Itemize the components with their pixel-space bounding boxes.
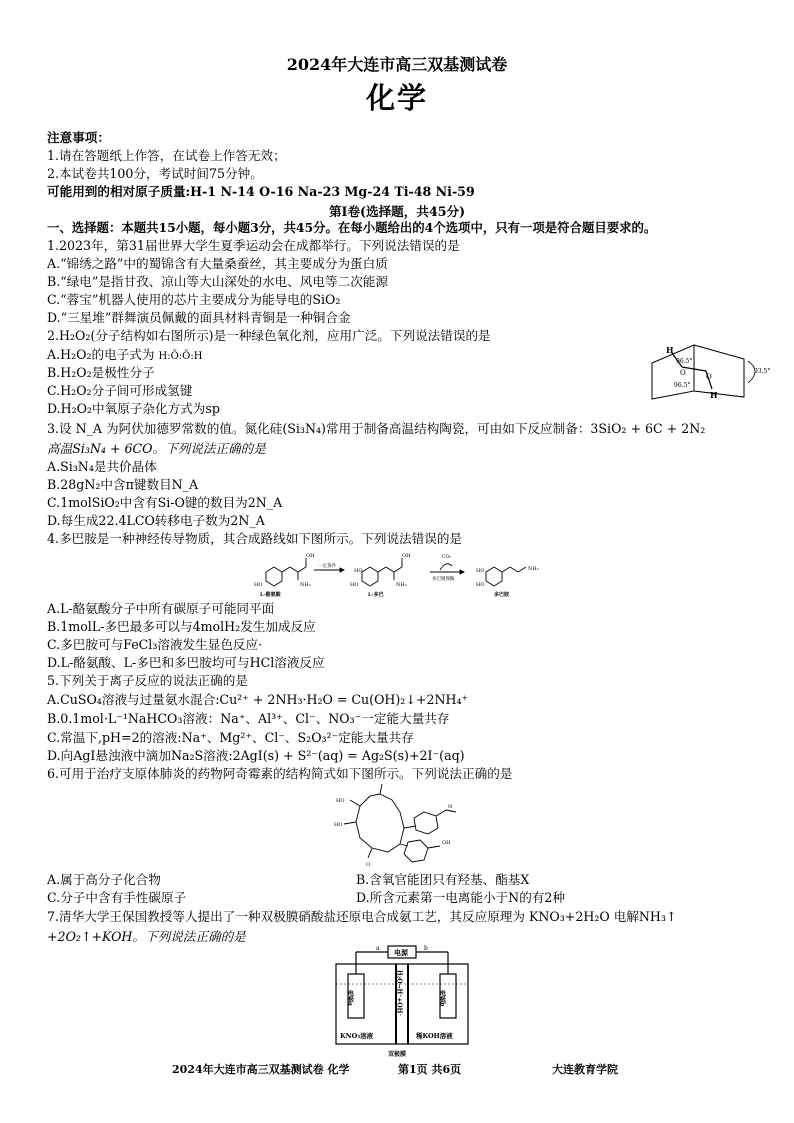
electron-formula: H:Ö:Ö:H [158, 351, 203, 362]
notice-item-2: 2.本试卷共100分，考试时间75分钟。 [47, 166, 263, 181]
notice-item-1: 1.请在答题纸上作答，在试卷上作答无效； [47, 148, 286, 163]
section-instruction: 一、选择题：本题共15小题，每小题3分，共45分。在每小题给出的4个选项中，只有一项是符合题目要求的。 [47, 220, 657, 235]
svg-text:OH: OH [306, 553, 315, 559]
footer-title: 2024年大连市高三双基测试卷 化学 [172, 1063, 350, 1076]
footer-page-number: 第1页 共6页 [398, 1063, 462, 1076]
footer-publisher: 大连教育学院 [552, 1063, 618, 1076]
notice-heading: 注意事项： [47, 130, 110, 145]
q7-stem-cont: +2O₂↑+KOH。下列说法正确的是 [47, 929, 246, 944]
svg-text:HO: HO [476, 582, 485, 588]
svg-text:HO: HO [254, 582, 263, 588]
q6-option-a: A.属于高分子化合物 [47, 872, 161, 887]
fig-angle-2: 96.5° [674, 382, 691, 389]
fig-water-split: H₂O→H⁺+OH⁻ [395, 970, 403, 1017]
svg-text:HO: HO [336, 798, 345, 804]
q3-option-d: D.每生成22.4LCO转移电子数为2N_A [47, 513, 265, 528]
fig-angle-1: 96.5° [676, 358, 693, 365]
q2-option-d: D.H₂O₂中氧原子杂化方式为sp [47, 401, 220, 416]
part-one-title: 第Ⅰ卷(选择题，共45分) [328, 204, 466, 219]
fig-bipolar-membrane: 双极膜 [388, 1051, 407, 1058]
atomic-masses: 可能用到的相对原子质量:H-1 N-14 O-16 Na-23 Mg-24 Ti-48 Ni-59 [47, 184, 475, 199]
q5-option-a: A.CuSO₄溶液与过量氨水混合:Cu²⁺ + 2NH₃·H₂O = Cu(OH)₂↓+2NH₄⁺ [47, 692, 469, 707]
q3-option-b: B.28gN₂中含π键数目N_A [47, 477, 199, 492]
svg-text:O: O [366, 862, 371, 868]
fig-kno3-solution: KNO₃溶液 [340, 1032, 374, 1040]
bipolar-membrane-cell-figure [332, 944, 472, 1060]
exam-title: 2024年大连市高三双基测试卷 [286, 55, 508, 74]
fig-power: 电源 [394, 948, 408, 957]
q3-stem-cont: 高温Si₃N₄ + 6CO。下列说法正确的是 [47, 441, 266, 456]
q4-option-b: B.1molL-多巴最多可以与4molH₂发生加成反应 [47, 619, 316, 634]
q4-option-a: A.L-酪氨酸分子中所有碳原子可能同平面 [47, 601, 275, 616]
q7-stem: 7.清华大学王保国教授等人提出了一种双极膜硝酸盐还原电合成氨工艺，其反应原理为 KNO₃+2H₂O 电解NH₃↑ [47, 909, 677, 924]
q1-option-d: D.“三星堆”群舞演员佩戴的面具材料青铜是一种铜合金 [47, 310, 351, 325]
dopamine-synthesis-figure [250, 550, 550, 598]
label-l-dopa: L-多巴 [368, 592, 384, 598]
q5-option-b: B.0.1mol·L⁻¹NaHCO₃溶液：Na⁺、Al³⁺、Cl⁻、NO₃⁻一定能大量共存 [47, 711, 450, 726]
fig-h-top: H [666, 345, 674, 355]
svg-text:HO: HO [476, 568, 485, 574]
q1-stem: 1.2023年，第31届世界大学生夏季运动会在成都举行。下列说法错误的是 [47, 238, 460, 253]
q6-option-c: C.分子中含有手性碳原子 [47, 890, 187, 905]
fig-terminal-b: b [424, 945, 428, 952]
q4-option-c: C.多巴胺可与FeCl₃溶液发生显色反应· [47, 637, 263, 652]
fig-angle-3: 93.5° [754, 368, 771, 375]
arrow-co2: CO₂ [442, 555, 451, 560]
q4-option-d: D.L-酪氨酸、L-多巴和多巴胺均可与HCl溶液反应 [47, 655, 325, 670]
q3-option-a: A.Si₃N₄是共价晶体 [47, 459, 157, 474]
q1-option-a: A.“锦绣之路”中的蜀锦含有大量桑蚕丝，其主要成分为蛋白质 [47, 256, 388, 271]
subject-title: 化学 [365, 81, 428, 115]
q1-option-c: C.“蓉宝”机器人使用的芯片主要成分为能导电的SiO₂ [47, 292, 341, 307]
svg-text:OH: OH [442, 840, 451, 846]
fig-o-right: O [706, 373, 712, 381]
svg-text:NH₂: NH₂ [300, 582, 311, 588]
label-dopamine: 多巴胺 [494, 592, 510, 598]
label-l-tyrosine: L-酪氨酸 [260, 592, 281, 598]
q5-option-d: D.向AgI悬浊液中滴加Na₂S溶液:2AgI(s) + S²⁻(aq) = Ag₂S(s)+2I⁻(aq) [47, 748, 465, 763]
svg-text:HO: HO [334, 822, 343, 828]
svg-text:HO: HO [354, 568, 363, 574]
svg-text:N: N [448, 804, 453, 810]
q2-option-a-text: A.H₂O₂的电子式为 [47, 347, 155, 362]
fig-electrode-a: 电极a [346, 990, 354, 1006]
q3-option-c: C.1molSiO₂中含有Si-O键的数目为2N_A [47, 495, 283, 510]
fig-o-left: O [680, 369, 686, 377]
fig-terminal-a: a [376, 945, 380, 952]
q5-option-c: C.常温下,pH=2的溶液:Na⁺、Mg²⁺、Cl⁻、S₂O₃²⁻定能大量共存 [47, 730, 414, 745]
q4-stem: 4.多巴胺是一种神经传导物质，其合成路线如下图所示。下列说法错误的是 [47, 531, 463, 546]
q2-option-a [47, 346, 202, 365]
fig-h-bottom: H [710, 390, 718, 400]
svg-text:NH₂: NH₂ [528, 566, 539, 572]
q6-stem: 6.可用于治疗支原体肺炎的药物阿奇霉素的结构简式如下图所示。下列说法正确的是 [47, 766, 513, 781]
fig-koh-solution: 稀KOH溶液 [416, 1032, 453, 1040]
svg-text:HO: HO [350, 582, 359, 588]
fig-electrode-b: 电极b [438, 990, 446, 1007]
q1-option-b: B.“绿电”是指甘孜、凉山等大山深处的水电、风电等二次能源 [47, 274, 388, 289]
azithromycin-structure-figure [330, 782, 470, 868]
arrow-condition-1: 一定条件 [318, 564, 336, 569]
q5-stem: 5.下列关于离子反应的说法正确的是 [47, 673, 248, 688]
q3-stem: 3.设 N_A 为阿伏加德罗常数的值。氮化硅(Si₃N₄)常用于制备高温结构陶瓷，可由如下反应制备：3SiO₂ + 6C + 2N₂ [47, 421, 706, 436]
svg-text:NH₂: NH₂ [396, 582, 407, 588]
q2-option-c: C.H₂O₂分子间可形成氢键 [47, 383, 193, 398]
q2-stem: 2.H₂O₂(分子结构如右图所示)是一种绿色氧化剂，应用广泛。下列说法错误的是 [47, 328, 491, 343]
q2-option-b: B.H₂O₂是极性分子 [47, 365, 155, 380]
h2o2-structure-figure [644, 341, 774, 403]
arrow-enzyme: 多巴脱羧酶 [432, 577, 455, 582]
q6-option-b: B.含氧官能团只有羟基、酯基X [356, 872, 530, 887]
q6-option-d: D.所含元素第一电离能小于N的有2种 [356, 890, 565, 905]
svg-text:OH: OH [402, 553, 411, 559]
